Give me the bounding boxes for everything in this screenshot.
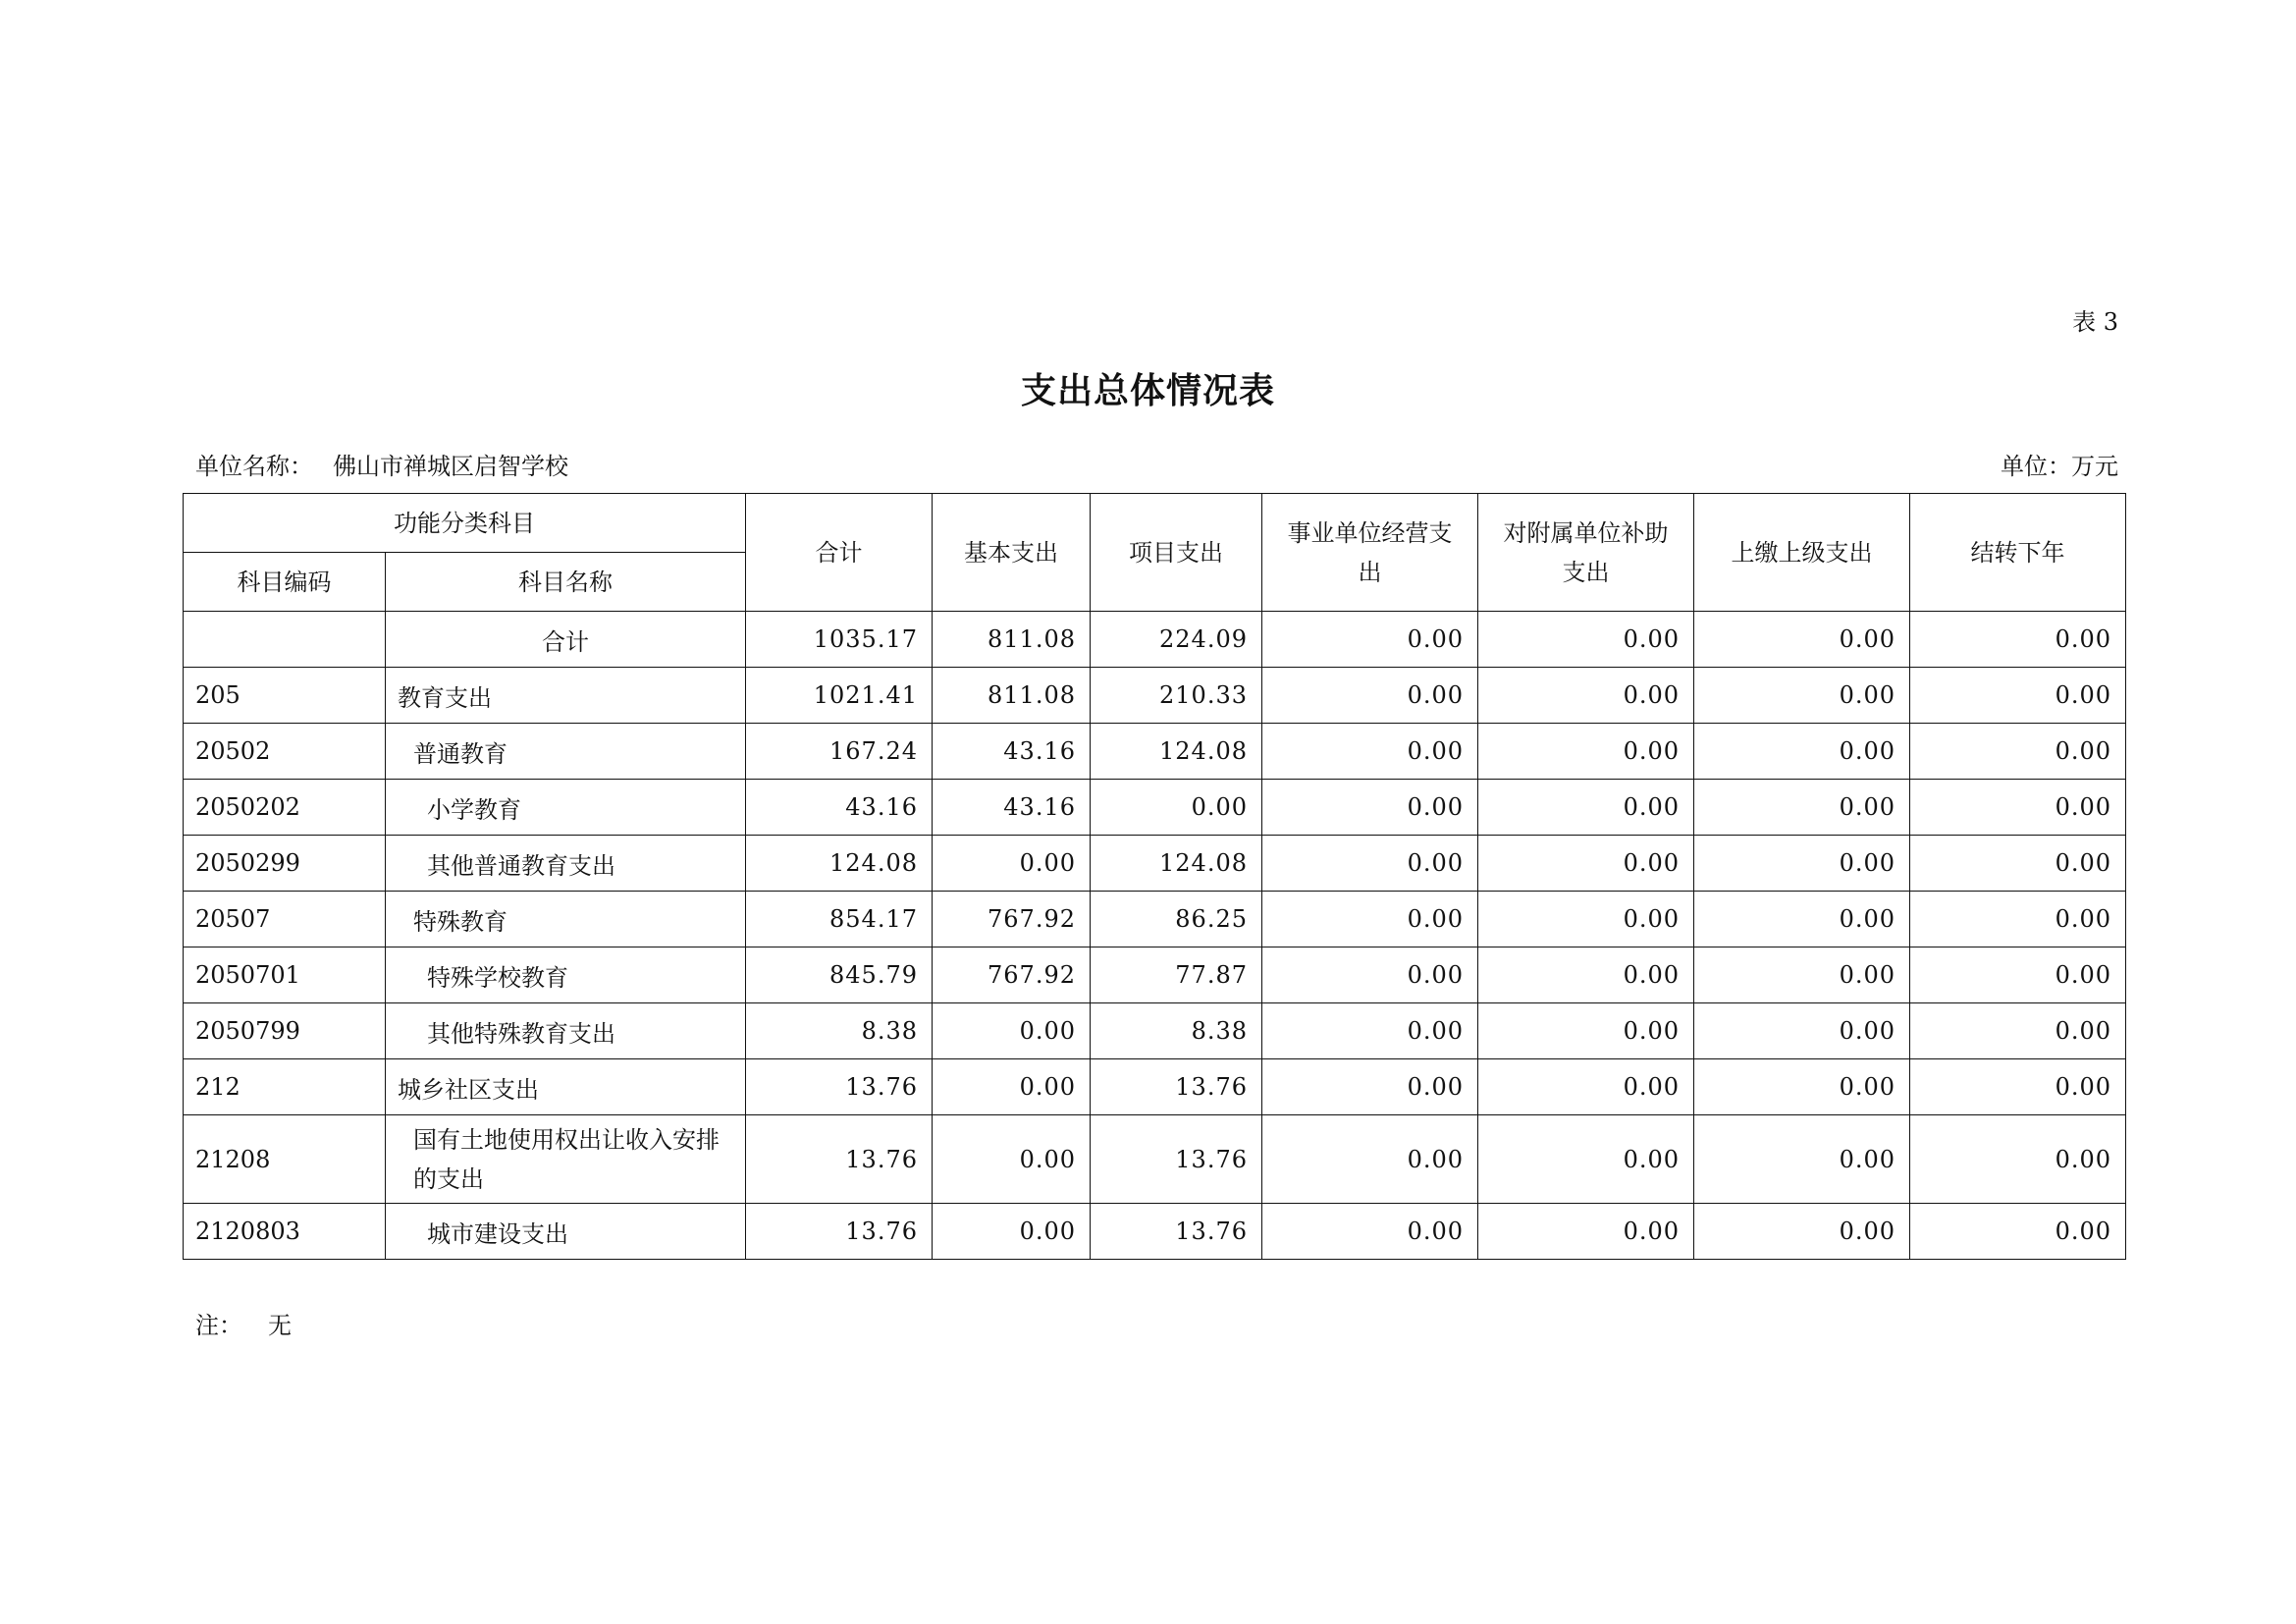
cell-basic: 43.16 (933, 724, 1091, 780)
cell-business: 0.00 (1262, 947, 1478, 1003)
cell-name: 普通教育 (386, 724, 746, 780)
cell-subsidy: 0.00 (1478, 612, 1694, 668)
cell-business: 0.00 (1262, 1059, 1478, 1115)
cell-basic: 0.00 (933, 1204, 1091, 1260)
table-body (184, 612, 2126, 1260)
cell-code (184, 612, 386, 668)
cell-code: 20507 (184, 892, 386, 947)
cell-project: 210.33 (1091, 668, 1262, 724)
cell-code: 2050799 (184, 1003, 386, 1059)
unit-name: 佛山市禅城区启智学校 (333, 453, 568, 480)
table-row (184, 612, 2126, 668)
cell-business: 0.00 (1262, 668, 1478, 724)
cell-carry: 0.00 (1910, 947, 2126, 1003)
cell-project: 86.25 (1091, 892, 1262, 947)
table-row (184, 947, 2126, 1003)
cell-basic: 811.08 (933, 612, 1091, 668)
cell-carry: 0.00 (1910, 612, 2126, 668)
cell-carry: 0.00 (1910, 1115, 2126, 1204)
cell-basic: 0.00 (933, 1115, 1091, 1204)
cell-carry: 0.00 (1910, 780, 2126, 836)
cell-superior: 0.00 (1694, 612, 1910, 668)
cell-superior: 0.00 (1694, 892, 1910, 947)
cell-superior: 0.00 (1694, 1059, 1910, 1115)
meta-row (195, 447, 2118, 481)
cell-total: 13.76 (746, 1204, 933, 1260)
table-row (184, 724, 2126, 780)
cell-project: 13.76 (1091, 1059, 1262, 1115)
header-business: 事业单位经营支出 (1262, 494, 1478, 612)
cell-project: 77.87 (1091, 947, 1262, 1003)
cell-name: 教育支出 (386, 668, 746, 724)
cell-name: 小学教育 (386, 780, 746, 836)
cell-total: 1021.41 (746, 668, 933, 724)
cell-subsidy: 0.00 (1478, 668, 1694, 724)
cell-superior: 0.00 (1694, 780, 1910, 836)
cell-code: 20502 (184, 724, 386, 780)
cell-name: 合计 (386, 612, 746, 668)
table-row (184, 1204, 2126, 1260)
cell-code: 205 (184, 668, 386, 724)
cell-total: 13.76 (746, 1115, 933, 1204)
cell-business: 0.00 (1262, 780, 1478, 836)
cell-business: 0.00 (1262, 612, 1478, 668)
table-row (184, 836, 2126, 892)
cell-subsidy: 0.00 (1478, 724, 1694, 780)
cell-name: 特殊学校教育 (386, 947, 746, 1003)
cell-name: 城市建设支出 (386, 1204, 746, 1260)
cell-subsidy: 0.00 (1478, 780, 1694, 836)
header-basic: 基本支出 (933, 494, 1091, 612)
cell-total: 43.16 (746, 780, 933, 836)
cell-business: 0.00 (1262, 1003, 1478, 1059)
cell-code: 2050299 (184, 836, 386, 892)
cell-name: 国有土地使用权出让收入安排的支出 (386, 1115, 746, 1204)
cell-project: 13.76 (1091, 1115, 1262, 1204)
table-row (184, 780, 2126, 836)
cell-basic: 811.08 (933, 668, 1091, 724)
header-project: 项目支出 (1091, 494, 1262, 612)
cell-superior: 0.00 (1694, 1003, 1910, 1059)
cell-superior: 0.00 (1694, 724, 1910, 780)
cell-basic: 0.00 (933, 1059, 1091, 1115)
cell-code: 2050701 (184, 947, 386, 1003)
header-carry: 结转下年 (1910, 494, 2126, 612)
unit-info (195, 447, 568, 481)
cell-basic: 43.16 (933, 780, 1091, 836)
cell-business: 0.00 (1262, 724, 1478, 780)
header-function-category: 功能分类科目 (184, 494, 746, 553)
cell-code: 212 (184, 1059, 386, 1115)
cell-subsidy: 0.00 (1478, 892, 1694, 947)
cell-superior: 0.00 (1694, 947, 1910, 1003)
expenditure-table (183, 493, 2126, 1260)
cell-project: 13.76 (1091, 1204, 1262, 1260)
header-code: 科目编码 (184, 553, 386, 612)
cell-carry: 0.00 (1910, 836, 2126, 892)
cell-code: 2050202 (184, 780, 386, 836)
cell-total: 8.38 (746, 1003, 933, 1059)
cell-name: 其他特殊教育支出 (386, 1003, 746, 1059)
cell-total: 124.08 (746, 836, 933, 892)
cell-carry: 0.00 (1910, 892, 2126, 947)
header-name: 科目名称 (386, 553, 746, 612)
cell-project: 0.00 (1091, 780, 1262, 836)
cell-subsidy: 0.00 (1478, 1204, 1694, 1260)
cell-code: 2120803 (184, 1204, 386, 1260)
cell-business: 0.00 (1262, 892, 1478, 947)
cell-total: 13.76 (746, 1059, 933, 1115)
cell-code: 21208 (184, 1115, 386, 1204)
note-text: 无 (268, 1312, 292, 1339)
cell-superior: 0.00 (1694, 668, 1910, 724)
cell-basic: 767.92 (933, 892, 1091, 947)
table-row (184, 1059, 2126, 1115)
cell-subsidy: 0.00 (1478, 836, 1694, 892)
footnote (195, 1306, 292, 1340)
cell-basic: 767.92 (933, 947, 1091, 1003)
header-subsidy: 对附属单位补助支出 (1478, 494, 1694, 612)
cell-name: 特殊教育 (386, 892, 746, 947)
cell-subsidy: 0.00 (1478, 1059, 1694, 1115)
cell-superior: 0.00 (1694, 1204, 1910, 1260)
cell-project: 8.38 (1091, 1003, 1262, 1059)
cell-business: 0.00 (1262, 1115, 1478, 1204)
cell-carry: 0.00 (1910, 668, 2126, 724)
header-total: 合计 (746, 494, 933, 612)
cell-carry: 0.00 (1910, 1204, 2126, 1260)
cell-basic: 0.00 (933, 836, 1091, 892)
cell-subsidy: 0.00 (1478, 947, 1694, 1003)
page-title: 支出总体情况表 (1020, 371, 1275, 411)
cell-business: 0.00 (1262, 836, 1478, 892)
table-number: 表 3 (2072, 308, 2118, 336)
cell-subsidy: 0.00 (1478, 1115, 1694, 1204)
cell-carry: 0.00 (1910, 1059, 2126, 1115)
cell-subsidy: 0.00 (1478, 1003, 1694, 1059)
table-row (184, 892, 2126, 947)
table-row (184, 668, 2126, 724)
cell-total: 1035.17 (746, 612, 933, 668)
cell-superior: 0.00 (1694, 1115, 1910, 1204)
cell-name: 其他普通教育支出 (386, 836, 746, 892)
table-row (184, 1115, 2126, 1204)
note-label: 注： (195, 1312, 242, 1339)
unit-label: 单位名称： (195, 453, 313, 480)
cell-name: 城乡社区支出 (386, 1059, 746, 1115)
cell-business: 0.00 (1262, 1204, 1478, 1260)
cell-basic: 0.00 (933, 1003, 1091, 1059)
cell-project: 224.09 (1091, 612, 1262, 668)
cell-superior: 0.00 (1694, 836, 1910, 892)
cell-project: 124.08 (1091, 836, 1262, 892)
cell-total: 845.79 (746, 947, 933, 1003)
cell-total: 854.17 (746, 892, 933, 947)
cell-carry: 0.00 (1910, 1003, 2126, 1059)
table-row (184, 1003, 2126, 1059)
cell-total: 167.24 (746, 724, 933, 780)
cell-project: 124.08 (1091, 724, 1262, 780)
header-superior: 上缴上级支出 (1694, 494, 1910, 612)
cell-carry: 0.00 (1910, 724, 2126, 780)
currency-unit: 单位：万元 (2001, 453, 2118, 480)
